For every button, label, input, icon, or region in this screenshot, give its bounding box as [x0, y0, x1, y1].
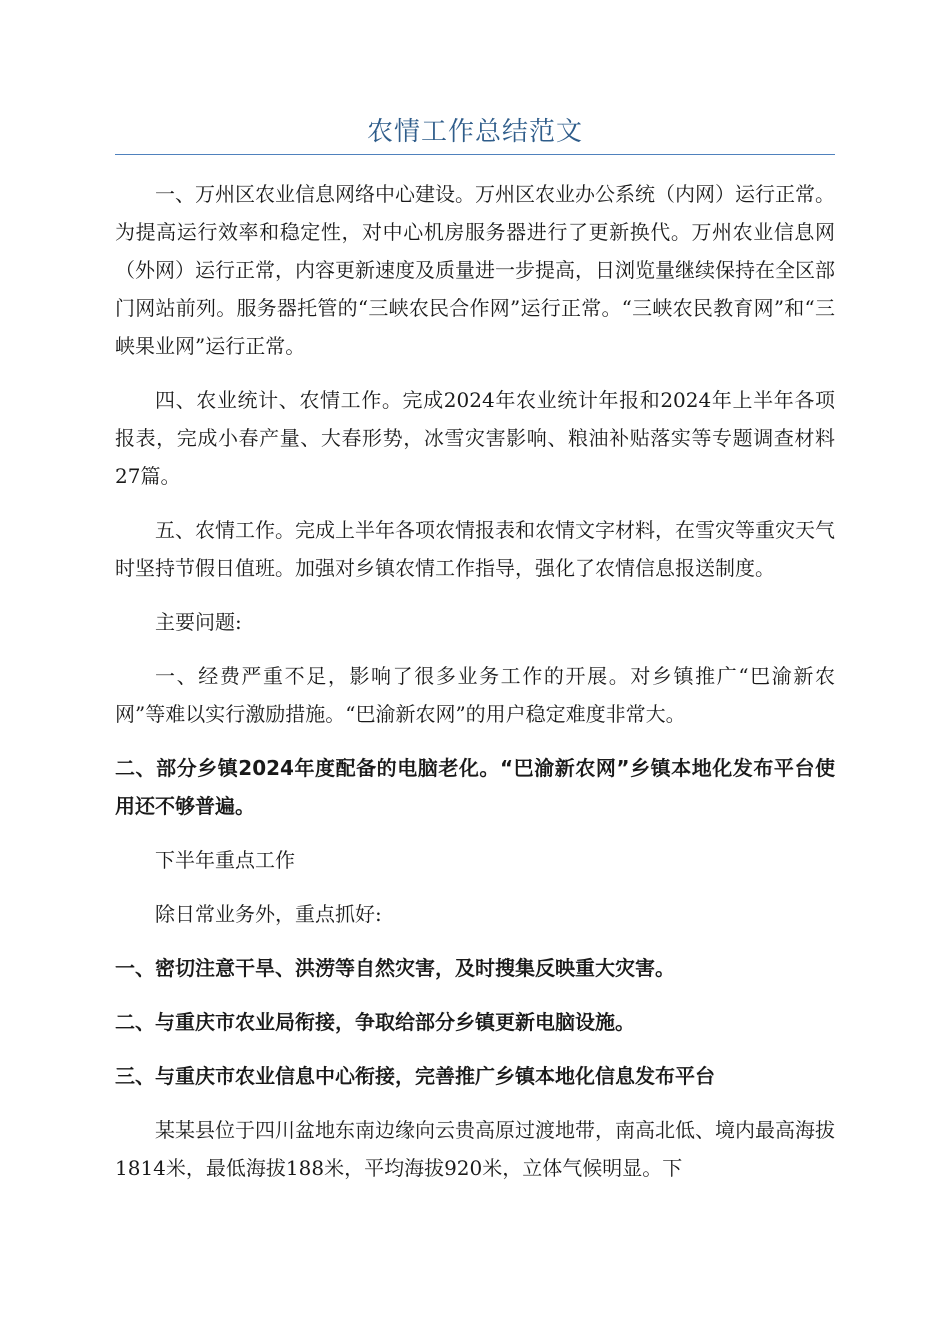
paragraph-statistics: 四、农业统计、农情工作。完成2024年农业统计年报和2024年上半年各项报表，完成小春产量、大春形势，冰雪灾害影响、粮油补贴落实等专题调查材料27篇。	[115, 388, 835, 488]
heading-main-problems: 主要问题:	[155, 610, 242, 634]
paragraph-county-geography: 某某县位于四川盆地东南边缘向云贵高原过渡地带，南高北低、境内最高海拔1814米，最低海拔188米，平均海拔920米，立体气候明显。下	[115, 1118, 835, 1180]
paragraph-agri-conditions: 五、农情工作。完成上半年各项农情报表和农情文字材料，在雪灾等重灾天气时坚持节假日值班。加强对乡镇农情工作指导，强化了农情信息报送制度。	[115, 518, 835, 580]
paragraph-problem-computers: 二、部分乡镇2024年度配备的电脑老化。“巴渝新农网”乡镇本地化发布平台使用还不够普遍。	[115, 756, 835, 818]
document-title: 农情工作总结范文	[366, 117, 583, 147]
priority-item-disasters: 一、密切注意干旱、洪涝等自然灾害，及时搜集反映重大灾害。	[115, 956, 675, 980]
paragraph-network-center: 一、万州区农业信息网络中心建设。万州区农业办公系统（内网）运行正常。为提高运行效率和稳定性，对中心机房服务器进行了更新换代。万州农业信息网（外网）运行正常，内容更新速度及质量进一步提高，日浏览量继续保持在全区部门网站前列。服务器托管的“三峡农民合作网”运行正常。“三峡农民教育网”和“三峡果业网”运行正常。	[115, 182, 835, 358]
paragraph-problem-funding: 一、经费严重不足，影响了很多业务工作的开展。对乡镇推广“巴渝新农网”等难以实行激励措施。“巴渝新农网”的用户稳定难度非常大。	[115, 664, 835, 726]
priority-item-platform: 三、与重庆市农业信息中心衔接，完善推广乡镇本地化信息发布平台	[115, 1064, 715, 1088]
priority-item-computers: 二、与重庆市农业局衔接，争取给部分乡镇更新电脑设施。	[115, 1010, 635, 1034]
heading-second-half-priorities: 下半年重点工作	[155, 848, 295, 872]
title-underline	[115, 154, 835, 155]
paragraph-routine-work: 除日常业务外，重点抓好:	[155, 902, 382, 926]
document-body	[115, 175, 835, 1203]
